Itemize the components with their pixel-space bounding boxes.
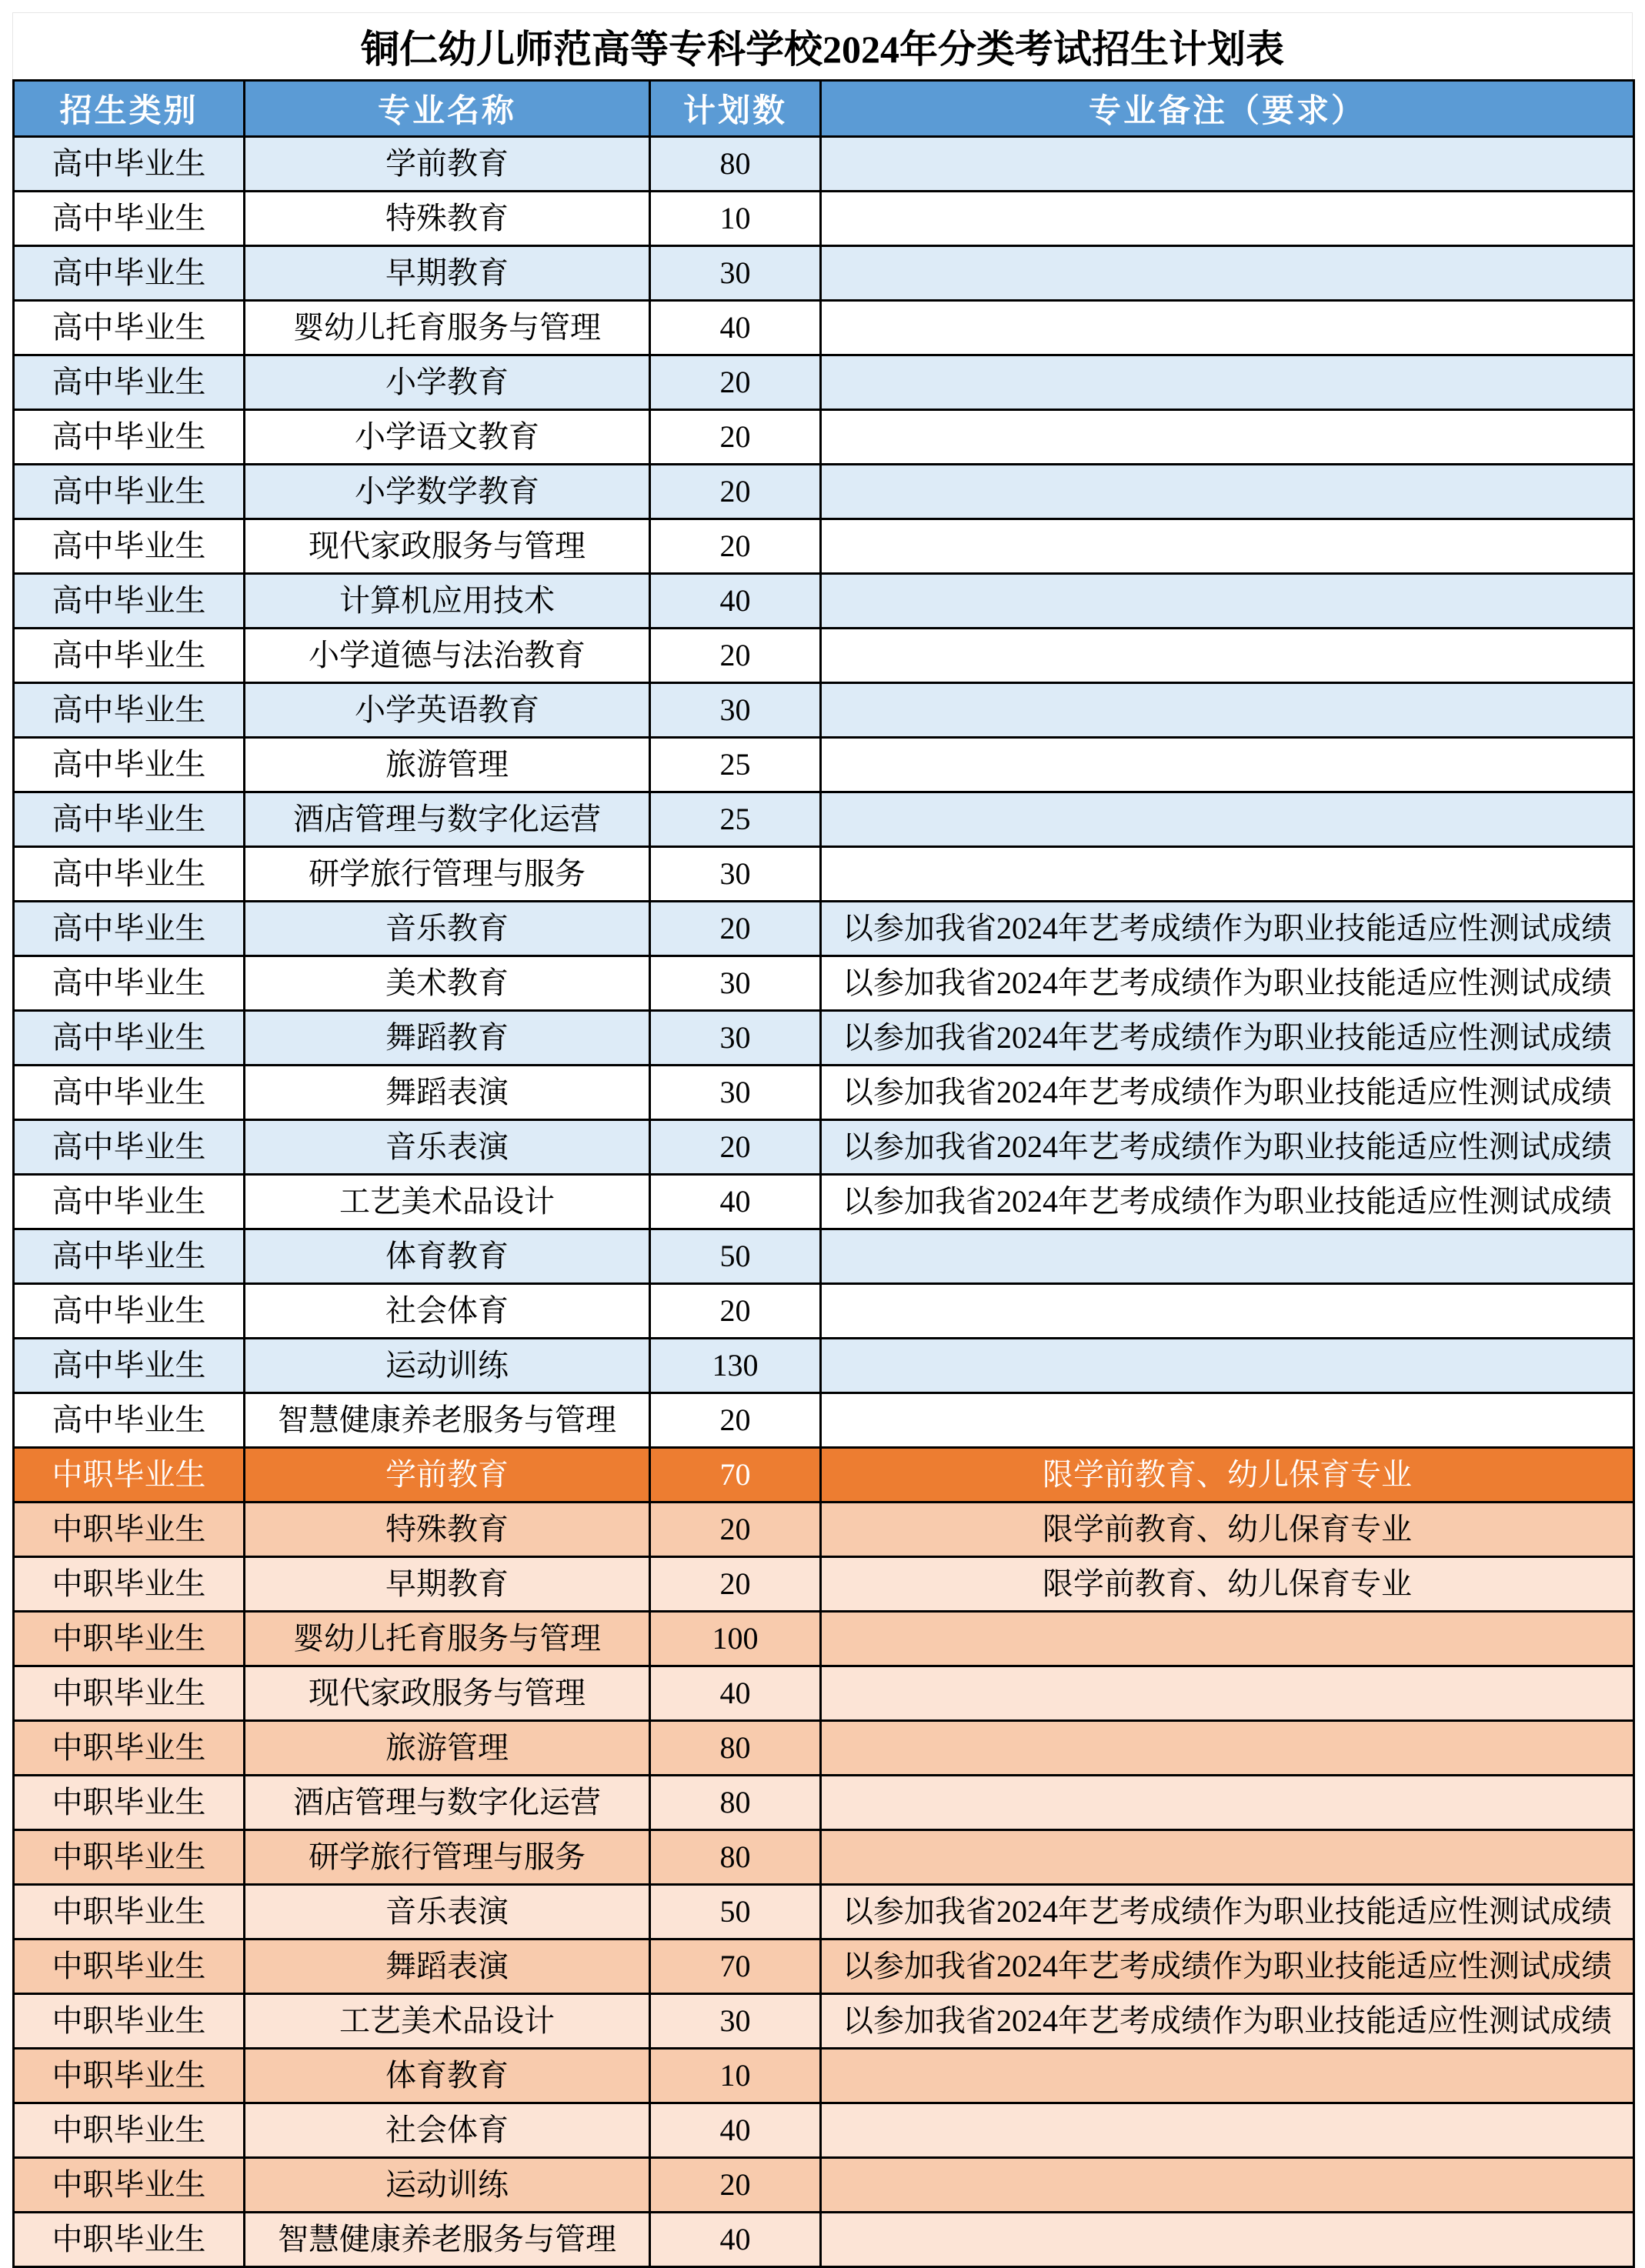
table-row (14, 629, 1634, 683)
cell-count: 70 (650, 1939, 821, 1994)
cell-category: 中职毕业生 (14, 1994, 245, 2049)
cell-count: 20 (650, 519, 821, 574)
cell-category: 高中毕业生 (14, 574, 245, 629)
cell-category: 中职毕业生 (14, 2158, 245, 2213)
cell-category: 高中毕业生 (14, 683, 245, 738)
table-row (14, 2049, 1634, 2103)
cell-count: 40 (650, 574, 821, 629)
cell-remark (821, 574, 1634, 629)
table-row (14, 410, 1634, 465)
table-row (14, 519, 1634, 574)
cell-count: 20 (650, 629, 821, 683)
table-row (14, 2103, 1634, 2158)
cell-count: 80 (650, 1776, 821, 1830)
cell-category: 高中毕业生 (14, 629, 245, 683)
cell-count: 25 (650, 738, 821, 792)
table-row (14, 465, 1634, 519)
cell-category: 高中毕业生 (14, 1066, 245, 1120)
cell-count: 40 (650, 2213, 821, 2267)
cell-count: 80 (650, 1721, 821, 1776)
cell-major: 现代家政服务与管理 (245, 519, 650, 574)
cell-major: 体育教育 (245, 1229, 650, 1284)
header-remark: 专业备注（要求） (821, 81, 1634, 137)
cell-major: 音乐表演 (245, 1885, 650, 1939)
page-title: 铜仁幼儿师范高等专科学校2024年分类考试招生计划表 (12, 12, 1633, 79)
cell-category: 高中毕业生 (14, 956, 245, 1011)
cell-count: 20 (650, 465, 821, 519)
cell-category: 中职毕业生 (14, 2049, 245, 2103)
cell-count: 20 (650, 2158, 821, 2213)
table-row (14, 1830, 1634, 1885)
cell-remark: 以参加我省2024年艺考成绩作为职业技能适应性测试成绩 (821, 1066, 1634, 1120)
cell-category: 高中毕业生 (14, 355, 245, 410)
cell-category: 高中毕业生 (14, 902, 245, 956)
cell-major: 工艺美术品设计 (245, 1994, 650, 2049)
cell-remark (821, 301, 1634, 355)
cell-remark (821, 355, 1634, 410)
table-row (14, 1448, 1634, 1503)
cell-count: 30 (650, 956, 821, 1011)
table-row (14, 2158, 1634, 2213)
table-row (14, 683, 1634, 738)
table-row (14, 192, 1634, 246)
cell-category: 高中毕业生 (14, 847, 245, 902)
cell-category: 高中毕业生 (14, 1120, 245, 1175)
cell-remark (821, 1393, 1634, 1448)
cell-category: 高中毕业生 (14, 1229, 245, 1284)
cell-category: 高中毕业生 (14, 137, 245, 192)
table-row (14, 1885, 1634, 1939)
table-row (14, 137, 1634, 192)
cell-major: 运动训练 (245, 1339, 650, 1393)
cell-major: 早期教育 (245, 1557, 650, 1612)
cell-remark (821, 1284, 1634, 1339)
table-row (14, 1721, 1634, 1776)
cell-major: 小学英语教育 (245, 683, 650, 738)
cell-remark (821, 465, 1634, 519)
cell-count: 20 (650, 355, 821, 410)
cell-remark: 限学前教育、幼儿保育专业 (821, 1448, 1634, 1503)
cell-category: 高中毕业生 (14, 1393, 245, 1448)
table-row (14, 1066, 1634, 1120)
cell-count: 80 (650, 137, 821, 192)
cell-count: 20 (650, 1557, 821, 1612)
cell-category: 高中毕业生 (14, 410, 245, 465)
table-row (14, 847, 1634, 902)
header-category: 招生类别 (14, 81, 245, 137)
cell-count: 25 (650, 792, 821, 847)
cell-count: 30 (650, 847, 821, 902)
cell-remark: 以参加我省2024年艺考成绩作为职业技能适应性测试成绩 (821, 902, 1634, 956)
cell-remark (821, 1776, 1634, 1830)
table-row (14, 1175, 1634, 1229)
cell-count: 30 (650, 683, 821, 738)
cell-major: 小学教育 (245, 355, 650, 410)
cell-category: 高中毕业生 (14, 1011, 245, 1066)
cell-major: 智慧健康养老服务与管理 (245, 1393, 650, 1448)
cell-major: 酒店管理与数字化运营 (245, 1776, 650, 1830)
cell-remark (821, 1612, 1634, 1666)
cell-remark: 限学前教育、幼儿保育专业 (821, 1557, 1634, 1612)
header-row (14, 81, 1634, 137)
cell-count: 40 (650, 2103, 821, 2158)
cell-count: 20 (650, 1284, 821, 1339)
cell-remark: 以参加我省2024年艺考成绩作为职业技能适应性测试成绩 (821, 956, 1634, 1011)
table-row (14, 246, 1634, 301)
cell-remark (821, 738, 1634, 792)
cell-remark: 以参加我省2024年艺考成绩作为职业技能适应性测试成绩 (821, 1939, 1634, 1994)
cell-remark (821, 2103, 1634, 2158)
cell-count: 100 (650, 1612, 821, 1666)
cell-category: 中职毕业生 (14, 1503, 245, 1557)
cell-major: 小学数学教育 (245, 465, 650, 519)
table-row (14, 574, 1634, 629)
cell-major: 现代家政服务与管理 (245, 1666, 650, 1721)
cell-major: 小学语文教育 (245, 410, 650, 465)
cell-category: 中职毕业生 (14, 1448, 245, 1503)
cell-major: 婴幼儿托育服务与管理 (245, 301, 650, 355)
cell-count: 20 (650, 1503, 821, 1557)
cell-remark (821, 1339, 1634, 1393)
cell-category: 高中毕业生 (14, 301, 245, 355)
cell-remark (821, 519, 1634, 574)
table-row (14, 956, 1634, 1011)
cell-category: 中职毕业生 (14, 1721, 245, 1776)
cell-remark: 以参加我省2024年艺考成绩作为职业技能适应性测试成绩 (821, 1885, 1634, 1939)
cell-remark: 限学前教育、幼儿保育专业 (821, 1503, 1634, 1557)
cell-major: 研学旅行管理与服务 (245, 1830, 650, 1885)
cell-count: 40 (650, 1666, 821, 1721)
cell-category: 中职毕业生 (14, 1776, 245, 1830)
cell-remark: 以参加我省2024年艺考成绩作为职业技能适应性测试成绩 (821, 1011, 1634, 1066)
cell-category: 高中毕业生 (14, 1175, 245, 1229)
table-row (14, 1612, 1634, 1666)
cell-count: 20 (650, 1393, 821, 1448)
table-row (14, 1284, 1634, 1339)
cell-major: 酒店管理与数字化运营 (245, 792, 650, 847)
cell-remark (821, 683, 1634, 738)
cell-count: 20 (650, 1120, 821, 1175)
cell-major: 旅游管理 (245, 1721, 650, 1776)
cell-count: 30 (650, 1011, 821, 1066)
cell-major: 舞蹈表演 (245, 1939, 650, 1994)
table-row (14, 1994, 1634, 2049)
cell-count: 20 (650, 410, 821, 465)
cell-remark: 以参加我省2024年艺考成绩作为职业技能适应性测试成绩 (821, 1120, 1634, 1175)
cell-remark (821, 847, 1634, 902)
cell-count: 10 (650, 2049, 821, 2103)
cell-category: 高中毕业生 (14, 246, 245, 301)
cell-category: 中职毕业生 (14, 2103, 245, 2158)
cell-count: 20 (650, 902, 821, 956)
cell-category: 高中毕业生 (14, 519, 245, 574)
cell-category: 中职毕业生 (14, 1939, 245, 1994)
header-count: 计划数 (650, 81, 821, 137)
cell-category: 高中毕业生 (14, 192, 245, 246)
cell-major: 学前教育 (245, 1448, 650, 1503)
cell-remark (821, 2213, 1634, 2267)
cell-remark (821, 2158, 1634, 2213)
cell-major: 运动训练 (245, 2158, 650, 2213)
cell-major: 社会体育 (245, 1284, 650, 1339)
cell-category: 中职毕业生 (14, 1885, 245, 1939)
cell-major: 学前教育 (245, 137, 650, 192)
cell-remark: 以参加我省2024年艺考成绩作为职业技能适应性测试成绩 (821, 1994, 1634, 2049)
cell-count: 30 (650, 1994, 821, 2049)
cell-count: 30 (650, 1066, 821, 1120)
cell-remark (821, 629, 1634, 683)
cell-category: 中职毕业生 (14, 1612, 245, 1666)
table-row (14, 1557, 1634, 1612)
cell-count: 30 (650, 246, 821, 301)
cell-remark (821, 1830, 1634, 1885)
cell-count: 70 (650, 1448, 821, 1503)
table-row (14, 1939, 1634, 1994)
cell-category: 高中毕业生 (14, 738, 245, 792)
cell-remark (821, 792, 1634, 847)
table-row (14, 301, 1634, 355)
cell-major: 音乐表演 (245, 1120, 650, 1175)
table-row (14, 1776, 1634, 1830)
table-row (14, 1011, 1634, 1066)
cell-count: 40 (650, 301, 821, 355)
table-row (14, 738, 1634, 792)
table-row (14, 1339, 1634, 1393)
cell-major: 社会体育 (245, 2103, 650, 2158)
table-row (14, 792, 1634, 847)
table-row (14, 902, 1634, 956)
cell-remark (821, 137, 1634, 192)
cell-major: 婴幼儿托育服务与管理 (245, 1612, 650, 1666)
cell-major: 研学旅行管理与服务 (245, 847, 650, 902)
cell-count: 80 (650, 1830, 821, 1885)
cell-major: 体育教育 (245, 2049, 650, 2103)
cell-major: 舞蹈表演 (245, 1066, 650, 1120)
cell-major: 旅游管理 (245, 738, 650, 792)
cell-count: 50 (650, 1885, 821, 1939)
cell-major: 特殊教育 (245, 1503, 650, 1557)
cell-remark (821, 246, 1634, 301)
cell-remark (821, 2049, 1634, 2103)
cell-major: 智慧健康养老服务与管理 (245, 2213, 650, 2267)
cell-major: 工艺美术品设计 (245, 1175, 650, 1229)
cell-remark: 以参加我省2024年艺考成绩作为职业技能适应性测试成绩 (821, 1175, 1634, 1229)
cell-count: 50 (650, 1229, 821, 1284)
cell-category: 高中毕业生 (14, 1339, 245, 1393)
cell-remark (821, 410, 1634, 465)
cell-category: 中职毕业生 (14, 1557, 245, 1612)
cell-count: 130 (650, 1339, 821, 1393)
table-row (14, 2213, 1634, 2267)
cell-category: 中职毕业生 (14, 2213, 245, 2267)
cell-major: 特殊教育 (245, 192, 650, 246)
cell-major: 美术教育 (245, 956, 650, 1011)
enrollment-plan-table (12, 79, 1635, 2268)
cell-category: 中职毕业生 (14, 1666, 245, 1721)
cell-count: 10 (650, 192, 821, 246)
cell-major: 小学道德与法治教育 (245, 629, 650, 683)
cell-major: 音乐教育 (245, 902, 650, 956)
table-row (14, 1393, 1634, 1448)
cell-major: 舞蹈教育 (245, 1011, 650, 1066)
cell-category: 高中毕业生 (14, 1284, 245, 1339)
cell-major: 早期教育 (245, 246, 650, 301)
cell-remark (821, 1666, 1634, 1721)
cell-remark (821, 1229, 1634, 1284)
cell-category: 高中毕业生 (14, 792, 245, 847)
table-row (14, 355, 1634, 410)
cell-category: 中职毕业生 (14, 1830, 245, 1885)
table-row (14, 1229, 1634, 1284)
cell-category: 高中毕业生 (14, 465, 245, 519)
cell-remark (821, 1721, 1634, 1776)
table-row (14, 1666, 1634, 1721)
header-major: 专业名称 (245, 81, 650, 137)
cell-major: 计算机应用技术 (245, 574, 650, 629)
table-row (14, 1503, 1634, 1557)
cell-remark (821, 192, 1634, 246)
table-row (14, 1120, 1634, 1175)
cell-count: 40 (650, 1175, 821, 1229)
